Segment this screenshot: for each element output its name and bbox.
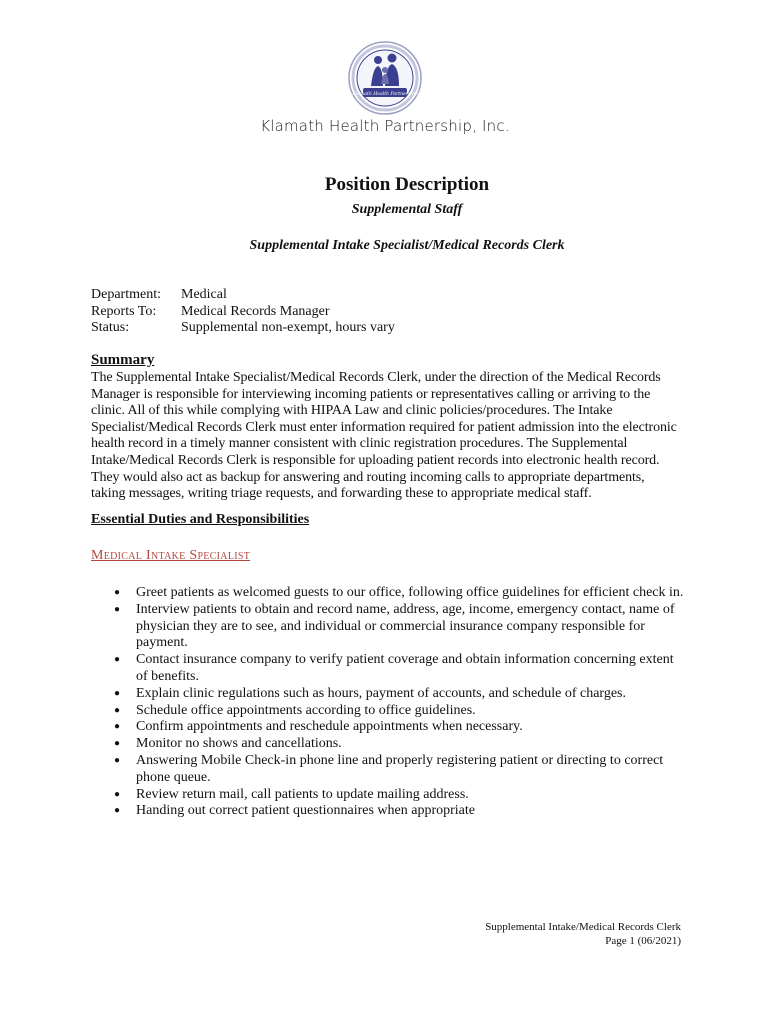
document-subtitle: Supplemental Staff: [351, 202, 463, 217]
bullet-icon: ●: [114, 788, 121, 800]
duties-heading: Essential Duties and Responsibilities: [91, 512, 310, 527]
bullet-icon: ●: [114, 805, 121, 817]
summary-heading: Summary: [91, 352, 155, 368]
info-value: Medical Records Manager: [181, 303, 330, 319]
bullet-icon: ●: [114, 587, 121, 598]
info-label: Reports To:: [91, 303, 157, 319]
medical-intake-heading: Medical Intake Specialist: [91, 548, 251, 563]
bullet-icon: ●: [114, 754, 121, 766]
bullet-icon: ●: [114, 704, 121, 716]
list-item: [112, 753, 687, 787]
info-row-department: [91, 287, 395, 304]
info-value: Medical: [181, 287, 227, 302]
duty-text: Monitor no shows and cancellations.: [136, 736, 342, 752]
bullet-icon: ●: [114, 603, 121, 615]
info-label: Status:: [91, 320, 130, 335]
list-item: [112, 686, 687, 703]
footer-title: Supplemental Intake/Medical Records Clerk: [485, 921, 681, 933]
info-label: Department:: [91, 287, 161, 302]
list-item: [112, 652, 687, 686]
list-item: [112, 736, 687, 753]
svg-text:Klamath Health Partnership: Klamath Health Partnership: [352, 92, 418, 97]
duty-text: Explain clinic regulations such as hours, payment of accounts, and schedule of charges.: [136, 685, 626, 701]
list-item: [112, 719, 687, 736]
page-footer: [485, 920, 681, 948]
bullet-icon: ●: [114, 687, 121, 699]
bullet-icon: ●: [114, 738, 121, 750]
info-row-reports-to: [91, 304, 395, 321]
position-title: Supplemental Intake Specialist/Medical Records Clerk: [249, 238, 565, 253]
logo-seal-icon: [347, 40, 423, 116]
position-info: [91, 287, 395, 337]
duty-text: Contact insurance company to verify patient coverage and obtain information concerning extent of benefits.: [136, 652, 674, 684]
list-item: [112, 703, 687, 720]
list-item: [112, 585, 687, 602]
summary-paragraph: The Supplemental Intake Specialist/Medical Records Clerk, under the direction of the Medical Records Manager is responsible for interviewing incoming patients or representatives calling or arriving to the clinic. All of this while complying with HIPAA Law and clinic policies/procedures. The Intake Specialist/Medical Records Clerk must enter information required for patient admission into the electronic health record in a timely manner consistent with clinic registration procedures. The Supplemental Intake/Medical Records Clerk is responsible for uploading patient records into electronic health record. They would also act as backup for answering and routing incoming calls to appropriate departments, taking messages, writing triage requests, and forwarding these to appropriate medical staff.: [91, 370, 677, 502]
duty-text: Handing out correct patient questionnaires when appropriate: [136, 803, 475, 819]
duty-text: Schedule office appointments according to office guidelines.: [136, 702, 476, 718]
info-row-status: [91, 320, 395, 337]
duties-list: [112, 585, 687, 820]
organization-logo: [347, 40, 423, 116]
footer-page-number: Page 1 (06/2021): [605, 935, 681, 947]
organization-name: Klamath Health Partnership, Inc.: [260, 117, 510, 135]
duty-text: Review return mail, call patients to update mailing address.: [136, 786, 469, 802]
bullet-icon: ●: [114, 654, 121, 666]
list-item: [112, 602, 687, 652]
bullet-icon: ●: [114, 721, 121, 733]
duty-text: Answering Mobile Check-in phone line and properly registering patient or directing to correct phone queue.: [136, 752, 664, 785]
duty-text: Interview patients to obtain and record name, address, age, income, emergency contact, name of physician they are to see, and individual or commercial insurance company responsible for payment.: [136, 601, 675, 651]
document-title: Position Description: [324, 174, 490, 195]
list-item: [112, 787, 687, 804]
duty-text: Confirm appointments and reschedule appointments when necessary.: [136, 719, 523, 735]
duty-text: Greet patients as welcomed guests to our office, following office guidelines for efficient check in.: [136, 585, 684, 600]
info-value: Supplemental non-exempt, hours vary: [181, 320, 395, 335]
list-item: [112, 803, 687, 820]
